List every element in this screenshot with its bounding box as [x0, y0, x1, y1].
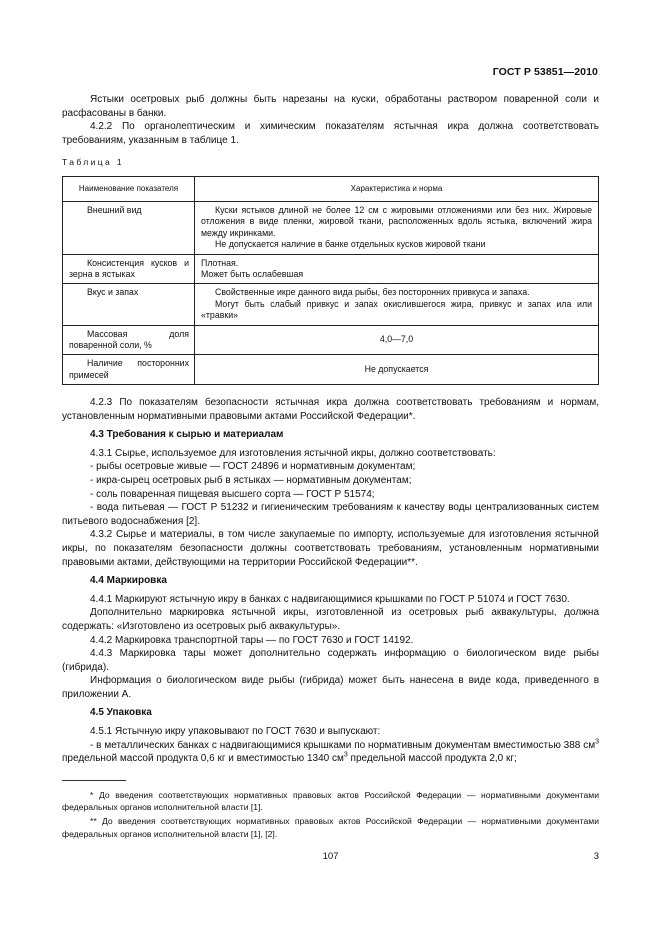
paragraph-4-2-2: 4.2.2 По органолептическим и химическим показателям ястычная икра должна соответствовать требованиям, указанным в таблице 1.	[62, 121, 599, 146]
table-header-row	[63, 177, 599, 202]
paragraph-4-2-3: 4.2.3 По показателям безопасности ястычная икра должна соответствовать требованиям и нормам, установленным нормативными правовыми актами Российской Федерации*.	[62, 397, 599, 422]
table-row	[63, 284, 599, 325]
paragraph-yastyki: Ястыки осетровых рыб должны быть нарезаны на куски, обработаны раствором поваренной соли и расфасованы в банки.	[62, 94, 599, 119]
page-number: 107	[322, 851, 339, 862]
cell-line: Плотная.	[201, 257, 239, 268]
cell-line: Могут быть слабый привкус и запах окислившегося жира, привкус и запах ила или «травки»	[201, 298, 592, 321]
list-item: - икра-сырец осетровых рыб в ястыках — нормативным документам;	[90, 474, 412, 486]
paragraph-4-3-2: 4.3.2 Сырье и материалы, в том числе закупаемые по импорту, используемые для изготовления ястычной икры, по показателям безопасности должны соответствовать требованиям, установленным нормативными правовыми актами, действующими на территории Российской Федерации**.	[62, 529, 599, 568]
cell-value: 4,0—7,0	[195, 325, 599, 355]
list-item: - соль поваренная пищевая высшего сорта — ГОСТ Р 51574;	[90, 488, 375, 500]
table-label: Таблица 1	[62, 157, 125, 167]
table-header-characteristic: Характеристика и норма	[195, 177, 599, 202]
row-name-consistency: Консистенция кусков и зерна в ястыках	[69, 257, 189, 280]
paragraph-4-3-1: 4.3.1 Сырье, используемое для изготовления ястычной икры, должно соответствовать:	[90, 447, 496, 459]
main-text-block	[62, 396, 599, 766]
intro-block	[62, 93, 599, 147]
heading-4-3: 4.3 Требования к сырью и материалам	[90, 429, 284, 441]
paragraph-4-4-1: 4.4.1 Маркируют ястычную икру в банках с надвигающимися крышками по ГОСТ Р 51074 и ГОСТ 7630.	[90, 593, 570, 605]
table-row	[63, 325, 599, 355]
list-item: - вода питьевая — ГОСТ Р 51232 и гигиеническим требованиям к качеству воды централизованных систем питьевого водоснабжения [2].	[62, 502, 599, 527]
list-item-metal-cans: - в металлических банках с надвигающимися крышками по нормативным документам вместимостью 388 $см^3$ предельной массой продукта 0,6 кг и вместимостью 1340 $см^3$ предельной массой продукта 2,0 кг;	[62, 738, 599, 765]
table-row	[63, 355, 599, 385]
standard-header: ГОСТ Р 53851—2010	[492, 66, 598, 78]
footnotes	[62, 789, 599, 842]
cell-line: Не допускается наличие в банке отдельных кусков жировой ткани	[215, 239, 486, 250]
heading-4-4: 4.4 Маркировка	[90, 575, 167, 587]
paragraph-4-5-1: 4.5.1 Ястычную икру упаковывают по ГОСТ 7630 и выпускают:	[90, 726, 381, 738]
cell-line: Куски ястыков длиной не более 12 см с жировыми отложениями или без них. Жировые отложения в виде пленки, жировой ткани, расположенных вдоль ястыка, включений жира между икринками.	[201, 205, 592, 238]
table-row	[63, 202, 599, 255]
row-name-salt: Массовая доля поваренной соли, %	[69, 328, 189, 351]
footnote-2: ** До введения соответствующих нормативных правовых актов Российской Федерации — нормативными документами федеральных органов исполнительной власти [1], [2].	[62, 816, 599, 839]
paragraph-4-4-1-extra: Дополнительно маркировка ястычной икры, изготовленной из осетровых рыб аквакультуры, должна содержать: «Изготовлено из осетровых рыб аквакультуры».	[62, 607, 599, 632]
cell-line: Может быть ослабевшая	[201, 269, 304, 280]
list-item: - рыбы осетровые живые — ГОСТ 24896 и нормативным документам;	[90, 461, 416, 473]
paragraph-4-4-3: 4.4.3 Маркировка тары может дополнительно содержать информацию о биологическом виде рыбы (гибрида).	[62, 648, 599, 673]
table-1	[62, 176, 599, 385]
cell-value: Не допускается	[195, 355, 599, 385]
table-header-indicator: Наименование показателя	[63, 177, 195, 202]
paragraph-4-4-2: 4.4.2 Маркировка транспортной тары — по ГОСТ 7630 и ГОСТ 14192.	[90, 634, 414, 646]
table-row	[63, 254, 599, 284]
row-name-taste: Вкус и запах	[87, 287, 139, 298]
sheet-number: 3	[593, 851, 599, 862]
footnote-divider	[62, 780, 126, 781]
footnote-1: * До введения соответствующих нормативных правовых актов Российской Федерации — нормативными документами федеральных органов исполнительной власти [1].	[62, 790, 599, 813]
heading-4-5: 4.5 Упаковка	[90, 707, 152, 719]
paragraph-4-4-3-extra: Информация о биологическом виде рыбы (гибрида) может быть нанесена в виде кода, приведенного в приложении А.	[62, 675, 599, 700]
cell-line: Свойственные икре данного вида рыбы, без посторонних привкуса и запаха.	[215, 287, 530, 298]
row-name-impurities: Наличие посторонних примесей	[69, 358, 189, 380]
row-name-appearance: Внешний вид	[87, 205, 142, 215]
